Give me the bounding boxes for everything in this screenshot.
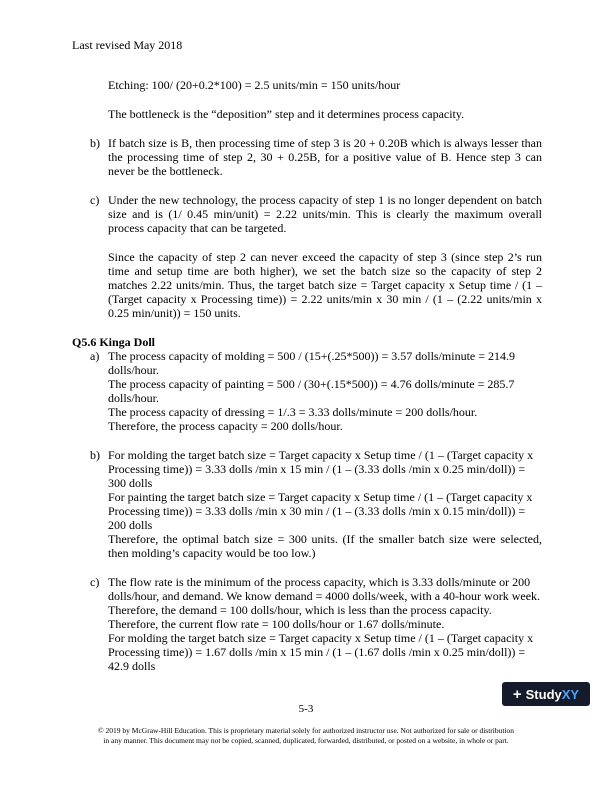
answer-b bbox=[72, 136, 542, 178]
page-number: 5-3 bbox=[298, 703, 314, 715]
plus-icon: + bbox=[512, 685, 522, 703]
question-title: Q5.6 Kinga Doll bbox=[72, 335, 156, 349]
q56-c-label: c) bbox=[90, 575, 100, 589]
overall-capacity: Therefore, the process capacity = 200 dolls/hour. bbox=[108, 419, 343, 433]
answer-c-text: Under the new technology, the process capacity of step 1 is no longer dependent on batch size and is (1/ 0.45 min/unit) = 2.22 units/min. This is clearly the maximum overall process capacity that can be targeted. bbox=[108, 193, 542, 235]
revision-note: Last revised May 2018 bbox=[72, 38, 183, 52]
q56-answer-b bbox=[72, 448, 542, 560]
q56-a-label: a) bbox=[90, 349, 100, 363]
answer-b-text: If batch size is B, then processing time of step 3 is 20 + 0.20B which is always lesser than the processing time of step 2, 30 + 0.25B, for a positive value of B. Hence step 3 can never be the bottleneck. bbox=[108, 136, 542, 178]
bottleneck-note: The bottleneck is the “deposition” step and it determines process capacity. bbox=[108, 107, 465, 121]
answer-c-label: c) bbox=[90, 193, 100, 207]
q56-answer-c bbox=[72, 575, 542, 673]
copyright-footer: © 2019 by McGraw-Hill Education. This is proprietary material solely for authorized instructor use. Not authorized for sale or distribution in any manner. This document may not be copied, scanned, duplicated, forwarded, distributed, or posted on a website, in whole or part. bbox=[97, 726, 515, 745]
logo-text-accent: XY bbox=[561, 686, 580, 702]
optimal-batch-size: Therefore, the optimal batch size = 300 units. (If the smaller batch size were selected, then molding’s capacity would be too low.) bbox=[108, 532, 542, 560]
logo-text-main: Study bbox=[525, 686, 562, 702]
q56-answer-a bbox=[72, 349, 542, 433]
answer-c-continuation: Since the capacity of step 2 can never exceed the capacity of step 3 (since step 2’s run time and setup time are both higher), we set the batch size so the capacity of step 2 matches 2.22 units/min. Thus, the target batch size = Target capacity x Setup time / (1 – (Target capacity x Processing time)) = 2.22 units/min x 30 min / (1 – (2.22 units/min x 0.25 min/unit)) = 150 units. bbox=[108, 250, 542, 320]
answer-b-label: b) bbox=[90, 136, 100, 150]
q56-b-label: b) bbox=[90, 448, 100, 462]
molding-target-batch: For molding the target batch size = Target capacity x Setup time / (1 – (Target capacity x Processing time)) = 1.67 dolls /min x 15 min / (1 – (1.67 dolls /min x 0.25 min/doll)) = 42.9 dolls bbox=[108, 631, 534, 673]
page-body bbox=[72, 78, 542, 673]
dressing-capacity: The process capacity of dressing = 1/.3 = 3.33 dolls/minute = 200 dolls/hour. bbox=[108, 405, 478, 419]
painting-batch-size: For painting the target batch size = Target capacity x Setup time / (1 – (Target capacity x Processing time)) = 3.33 dolls /min x 30 min / (1 – (3.33 dolls /min x 0.15 min/doll)) = 200 dolls bbox=[108, 490, 533, 532]
molding-capacity: The process capacity of molding = 500 / (15+(.25*500)) = 3.57 dolls/minute = 214.9 dolls/hour. bbox=[108, 349, 516, 377]
etching-capacity: Etching: 100/ (20+0.2*100) = 2.5 units/min = 150 units/hour bbox=[108, 78, 401, 92]
answer-c bbox=[72, 193, 542, 235]
painting-capacity: The process capacity of painting = 500 / (30+(.15*500)) = 4.76 dolls/minute = 285.7 dolls/hour. bbox=[108, 377, 515, 405]
flow-rate-text: The flow rate is the minimum of the process capacity, which is 3.33 dolls/minute or 200 dolls/hour, and demand. We know demand = 4000 dolls/week, with a 40-hour work week. Therefore, the demand = 100 dolls/hour, which is less than the process capacity. Therefore, the current flow rate = 100 dolls/hour or 1.67 dolls/minute. bbox=[108, 575, 541, 631]
molding-batch-size: For molding the target batch size = Target capacity x Setup time / (1 – (Target capacity x Processing time)) = 3.33 dolls /min x 15 min / (1 – (3.33 dolls /min x 0.25 min/doll)) = 300 dolls bbox=[108, 448, 534, 490]
